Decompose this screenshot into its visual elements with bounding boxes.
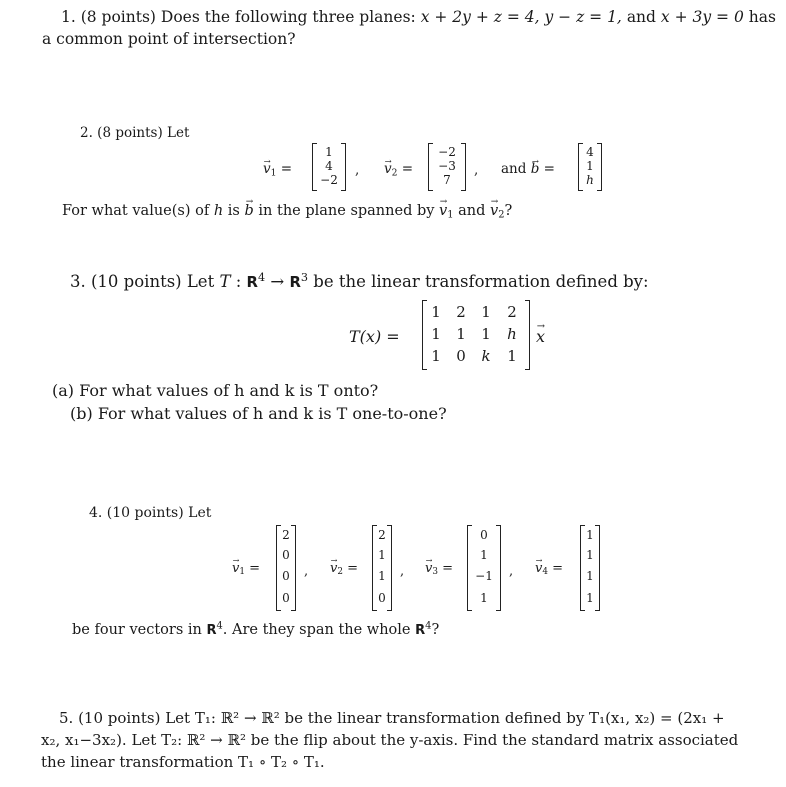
p4-v1-entry: 0 — [282, 548, 290, 562]
codomain-symbol: R — [289, 273, 301, 291]
comma: , — [400, 564, 405, 579]
v3-symbol: → v — [425, 561, 432, 576]
T-symbol: T — [219, 272, 231, 291]
R-symbol: R — [415, 623, 426, 638]
v1-entry: 4 — [325, 159, 333, 173]
v1-subscript: 1 — [270, 167, 277, 179]
p4-v2-vector — [372, 525, 392, 611]
b-entry: 4 — [586, 145, 594, 159]
v2-entry: −3 — [438, 159, 456, 173]
p4-v4-entry: 1 — [586, 591, 594, 605]
p4-v4-entry: 1 — [586, 569, 594, 583]
problem-1-and: and — [626, 8, 656, 26]
v1-vector — [312, 143, 346, 191]
p4-v3-entry: 1 — [480, 548, 488, 562]
v1-entry: 1 — [325, 145, 333, 159]
v2-symbol: → v — [490, 203, 498, 219]
domain-exponent: 4 — [257, 270, 266, 284]
p4-v3-vector — [467, 525, 501, 611]
v1-subscript: 1 — [447, 209, 454, 221]
p4-v2-entry: 1 — [378, 569, 386, 583]
v1-symbol: → v — [232, 561, 239, 576]
p4-v4-entry: 1 — [586, 548, 594, 562]
question-mark: ? — [431, 622, 440, 638]
matrix-entry: 1 — [481, 303, 491, 321]
matrix-entry: 1 — [431, 347, 441, 365]
comma: , — [509, 564, 514, 579]
problem-4-question — [72, 622, 439, 638]
problem-1-line-1 — [61, 8, 776, 26]
comma: , — [474, 162, 479, 178]
question-text: be four vectors in — [72, 622, 202, 638]
p4-v1-label: → $v_1$ = — [232, 561, 260, 576]
R-exponent: 4 — [425, 620, 432, 632]
transformation-lhs: T(x) = — [349, 327, 400, 346]
p4-v2-entry: 1 — [378, 548, 386, 562]
b-label: and → b = — [501, 161, 555, 177]
p4-v3-entry: 0 — [480, 528, 488, 542]
problem-1-has: has — [748, 8, 776, 26]
p4-v3-label: → $v_3$ = — [425, 561, 453, 576]
x-vector-symbol: → x — [536, 327, 545, 346]
problem-2-header: 2. (8 points) Let — [80, 125, 190, 141]
v1-symbol: → v — [263, 161, 271, 177]
question-text: . Are they span the whole — [222, 622, 411, 638]
v2-subscript: 2 — [391, 167, 398, 179]
plane-equation-1: x + 2y + z = 4, — [420, 8, 540, 26]
v2-subscript: 2 — [498, 209, 505, 221]
question-text: For what value(s) of — [62, 203, 210, 219]
h-symbol: h — [213, 203, 224, 219]
p4-v4-label: → $v_4$ = — [535, 561, 563, 576]
comma: , — [304, 564, 309, 579]
problem-3-header: 3. (10 points) Let T : $R^4 \to R^3$ be the linear transformation defined by: — [70, 270, 649, 291]
R-exponent: 4 — [216, 620, 223, 632]
problem-5-line-1: 5. (10 points) Let T₁: ℝ² → ℝ² be the linear transformation defined by T₁(x₁, x₂) = (2x₁ + — [59, 709, 725, 727]
b-entry: h — [586, 173, 594, 187]
matrix-entry: 1 — [507, 347, 517, 365]
transformation-matrix — [422, 300, 530, 370]
p4-v1-vector — [276, 525, 296, 611]
R-symbol: R — [206, 623, 217, 638]
v2-symbol: → v — [384, 161, 392, 177]
v2-entry: 7 — [443, 173, 451, 187]
matrix-entry: 1 — [456, 325, 466, 343]
v4-symbol: → v — [535, 561, 542, 576]
v2-symbol: → v — [330, 561, 337, 576]
matrix-entry: 2 — [456, 303, 466, 321]
problem-1-text: 1. (8 points) Does the following three planes: — [61, 8, 416, 26]
matrix-entry: 1 — [481, 325, 491, 343]
problem-3a: (a) For what values of h and k is T onto? — [52, 381, 379, 400]
question-text: is — [227, 203, 240, 219]
v2-entry: −2 — [438, 145, 456, 159]
matrix-entry: h — [507, 325, 517, 343]
p4-v2-label: → $v_2$ = — [330, 561, 358, 576]
b-entry: 1 — [586, 159, 594, 173]
p4-v4-vector — [580, 525, 600, 611]
p4-v1-entry: 0 — [282, 591, 290, 605]
problem-5-line-2: x₂, x₁−3x₂). Let T₂: ℝ² → ℝ² be the flip about the y-axis. Find the standard matrix associated — [41, 731, 739, 749]
question-text: and — [458, 203, 486, 219]
problem-5-line-3: the linear transformation T₁ ∘ T₂ ∘ T₁. — [41, 753, 325, 771]
b-symbol: → b — [531, 161, 540, 177]
question-text: in the plane spanned by — [258, 203, 435, 219]
and-text: and — [501, 161, 527, 177]
problem-2-question — [62, 203, 512, 219]
matrix-entry: 2 — [507, 303, 517, 321]
v2-vector — [428, 143, 466, 191]
p4-v3-entry: 1 — [480, 591, 488, 605]
p4-v2-entry: 2 — [378, 528, 386, 542]
v1-label: → $v_1$ = — [263, 161, 292, 177]
plane-equation-3: x + 3y = 0 — [660, 8, 744, 26]
problem-3b: (b) For what values of h and k is T one-to-one? — [70, 404, 447, 423]
problem-3-text: 3. (10 points) Let — [70, 272, 215, 291]
plane-equation-2: y − z = 1, — [544, 8, 622, 26]
domain-symbol: R — [246, 273, 258, 291]
p4-v1-entry: 2 — [282, 528, 290, 542]
p4-v2-entry: 0 — [378, 591, 386, 605]
question-mark: ? — [504, 203, 513, 219]
v2-label: → $v_2$ = — [384, 161, 413, 177]
p4-v4-entry: 1 — [586, 528, 594, 542]
b-symbol: → b — [245, 203, 254, 219]
matrix-entry: 1 — [431, 325, 441, 343]
v1-entry: −2 — [320, 173, 338, 187]
problem-3-text: be the linear transformation defined by: — [313, 272, 649, 291]
matrix-entry: 1 — [431, 303, 441, 321]
v1-symbol: → v — [439, 203, 447, 219]
problem-1-line-2: a common point of intersection? — [42, 30, 296, 48]
matrix-entry: 0 — [456, 347, 466, 365]
b-vector — [578, 143, 602, 191]
codomain-exponent: 3 — [300, 270, 309, 284]
comma: , — [355, 162, 360, 178]
p4-v3-entry: −1 — [475, 569, 493, 583]
problem-4-header: 4. (10 points) Let — [89, 505, 212, 521]
p4-v1-entry: 0 — [282, 569, 290, 583]
matrix-entry: k — [481, 347, 491, 365]
